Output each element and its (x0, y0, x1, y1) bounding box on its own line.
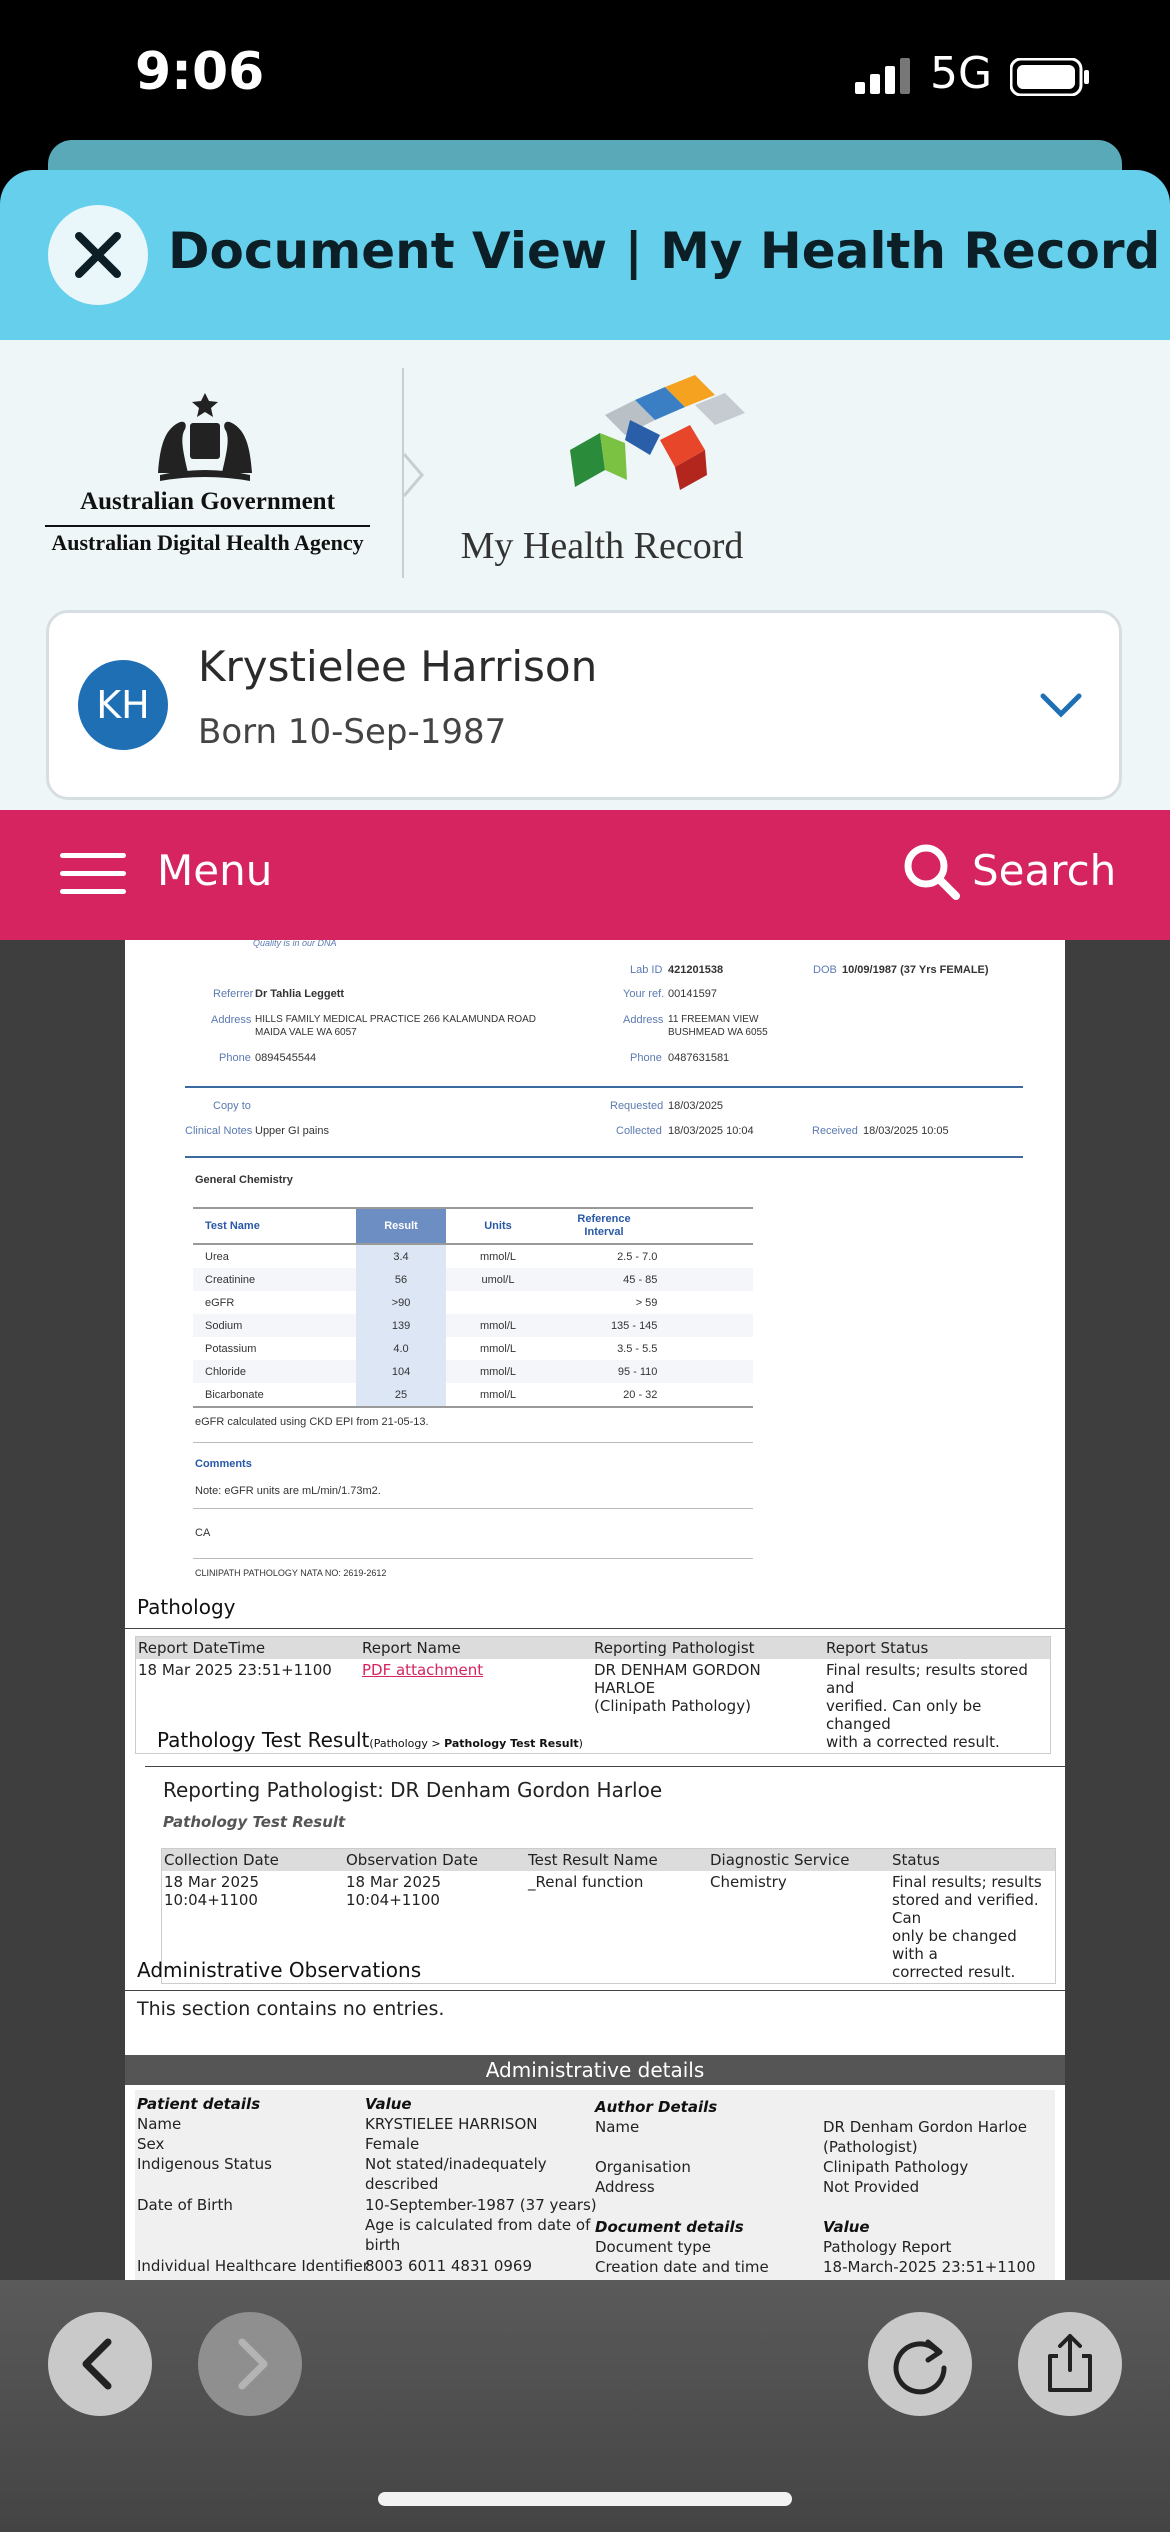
pathologist-line1: DR DENHAM GORDON HARLOE (594, 1661, 761, 1697)
test-name-cell: Potassium (205, 1342, 257, 1355)
patient-full-name: KRYSTIELEE HARRISON (365, 2115, 538, 2133)
test-result-name: _Renal function (528, 1873, 644, 1891)
result-cell: 104 (356, 1360, 447, 1383)
reference-cell: 20 - 32 (623, 1388, 658, 1401)
menu-icon[interactable] (60, 851, 128, 897)
pathology-heading: Pathology (137, 1595, 236, 1619)
results-table (193, 1207, 753, 1408)
section-title: General Chemistry (195, 1174, 293, 1186)
col-report-status: Report Status (824, 1637, 1051, 1660)
observation-date: 18 Mar 2025 10:04+1100 (346, 1873, 442, 1909)
patient-phone-label: Phone (630, 1052, 662, 1064)
age-note-line1: Age is calculated from date of (365, 2216, 591, 2234)
divider (193, 1558, 753, 1559)
reporting-pathologist-line: Reporting Pathologist: DR Denham Gordon Harloe (163, 1778, 663, 1802)
col-test: Test Name (205, 1220, 260, 1232)
result-cell: 4.0 (356, 1337, 447, 1360)
divider (125, 1628, 1065, 1629)
document-value-label: Value (823, 2218, 870, 2236)
sex-value: Female (365, 2135, 420, 2153)
diagnostic-service: Chemistry (710, 1873, 787, 1891)
col-result: Result (356, 1208, 447, 1244)
address-value: Not Provided (823, 2178, 920, 2196)
home-indicator[interactable] (378, 2492, 792, 2506)
units-cell: mmol/L (479, 1388, 517, 1401)
battery-icon (1010, 58, 1090, 96)
signal-icon (855, 58, 915, 94)
col-observation-date: Observation Date (344, 1849, 526, 1872)
reload-button[interactable] (868, 2312, 972, 2416)
nata-text: CLINIPATH PATHOLOGY NATA NO: 2619-2612 (195, 1568, 387, 1578)
spacer-cell (658, 1337, 753, 1360)
my-health-record-logo (565, 375, 780, 515)
document-type-value: Pathology Report (823, 2238, 952, 2256)
referrer-address-label: Address (211, 1014, 252, 1026)
spacer-cell (658, 1314, 753, 1337)
indigenous-label: Indigenous Status (137, 2155, 272, 2173)
test-name-cell: Urea (205, 1250, 229, 1263)
forward-button[interactable] (198, 2312, 302, 2416)
back-button[interactable] (48, 2312, 152, 2416)
referrer-value: Dr Tahlia Leggett (255, 988, 345, 1000)
patient-phone: 0487631581 (668, 1052, 730, 1064)
coat-of-arms-logo (140, 385, 270, 485)
table-row (193, 1314, 753, 1337)
test-name-cell: Chloride (205, 1365, 246, 1378)
share-button[interactable] (1018, 2312, 1122, 2416)
ihi-label: Individual Healthcare Identifier (137, 2257, 369, 2275)
result-cell: 56 (356, 1268, 447, 1291)
divider (193, 1442, 753, 1443)
avatar: KH (78, 660, 168, 750)
lab-tagline: Quality is in our DNA (253, 940, 337, 948)
value-label: Value (365, 2095, 412, 2113)
table-row (193, 1337, 753, 1360)
spacer-cell (658, 1360, 753, 1383)
search-icon[interactable] (902, 842, 962, 902)
patient-name: Krystielee Harrison (198, 642, 598, 691)
units-cell: mmol/L (479, 1319, 517, 1332)
admin-observations-text: This section contains no entries. (137, 1998, 445, 2020)
close-button[interactable] (48, 205, 148, 305)
test-result-breadcrumb (369, 1737, 583, 1750)
reference-cell: 45 - 85 (623, 1273, 658, 1286)
referrer-address-line1: HILLS FAMILY MEDICAL PRACTICE 266 KALAMUNDA ROAD (255, 1014, 537, 1025)
author-name-line2: (Pathologist) (823, 2138, 918, 2156)
patient-address-label: Address (623, 1014, 664, 1026)
result-cell: 25 (356, 1383, 447, 1407)
patient-details-label: Patient details (137, 2095, 261, 2113)
test-result-heading (157, 1728, 583, 1752)
requested-value: 18/03/2025 (668, 1100, 724, 1112)
lab-id: 421201538 (668, 964, 724, 976)
divider (45, 525, 370, 527)
reference-cell: 2.5 - 7.0 (617, 1250, 658, 1263)
pdf-attachment-link[interactable]: PDF attachment (362, 1661, 484, 1679)
test-name-cell: Sodium (205, 1319, 243, 1332)
referrer-label: Referrer (213, 988, 254, 1000)
reference-cell: > 59 (635, 1296, 658, 1309)
document-type-label: Document type (595, 2238, 711, 2256)
referrer-phone: 0894545544 (255, 1052, 317, 1064)
col-status: Status (890, 1849, 1056, 1872)
menu-button[interactable]: Menu (157, 846, 273, 895)
indigenous-line2: described (365, 2175, 439, 2193)
author-name-line1: DR Denham Gordon Harloe (823, 2118, 1027, 2136)
status-line1: Final results; results stored and (826, 1661, 1028, 1697)
pathologist-line2: (Clinipath Pathology) (594, 1697, 751, 1715)
table-row (193, 1291, 753, 1314)
comments-text: Note: eGFR units are mL/min/1.73m2. (195, 1485, 381, 1497)
units-cell: mmol/L (479, 1342, 517, 1355)
reload-icon (868, 2312, 972, 2416)
result-cell: 139 (356, 1314, 447, 1337)
ca-text: CA (195, 1527, 211, 1539)
table-row (193, 1360, 753, 1383)
reference-cell: 3.5 - 5.5 (617, 1342, 658, 1355)
dob-value: 10-September-1987 (37 years) (365, 2196, 597, 2214)
col-reference-line1: Reference (577, 1213, 631, 1225)
product-name: My Health Record (460, 525, 744, 567)
referrer-phone-label: Phone (219, 1052, 251, 1064)
created-label: Creation date and time (595, 2258, 769, 2276)
your-ref-value: 00141597 (668, 988, 717, 1000)
clinical-notes-value: Upper GI pains (255, 1125, 329, 1137)
reporting-pathologist (592, 1659, 824, 1754)
egfr-note: eGFR calculated using CKD EPI from 21-05-13. (195, 1416, 429, 1428)
table-row (193, 1244, 753, 1268)
created-value: 18-March-2025 23:51+1100 (823, 2258, 1036, 2276)
patient-selector[interactable] (46, 610, 1122, 800)
status-line4: corrected result. (892, 1963, 1016, 1981)
col-units: Units (484, 1220, 512, 1232)
copy-to-label: Copy to (213, 1100, 251, 1112)
author-name-label: Name (595, 2118, 640, 2136)
spacer-cell (658, 1244, 753, 1268)
forward-icon (198, 2312, 302, 2416)
test-name-cell: Creatinine (205, 1273, 256, 1286)
result-cell: 3.4 (356, 1244, 447, 1268)
requested-label: Requested (610, 1100, 664, 1112)
col-spacer (658, 1208, 753, 1244)
document-details-label: Document details (595, 2218, 744, 2236)
admin-observations-heading: Administrative Observations (137, 1958, 422, 1982)
reference-cell: 95 - 110 (617, 1365, 658, 1378)
report-datetime: 18 Mar 2025 23:51+1100 (138, 1661, 332, 1679)
col-test-result-name: Test Result Name (526, 1849, 708, 1872)
breadcrumb-part: ) (578, 1737, 583, 1750)
patient-address-line1: 11 FREEMAN VIEW (668, 1014, 759, 1025)
breadcrumb-part: (Pathology > (369, 1737, 445, 1750)
indigenous-line1: Not stated/inadequately (365, 2155, 547, 2173)
test-result-subheading: Pathology Test Result (163, 1813, 346, 1831)
patient-address-line2: BUSHMEAD WA 6055 (668, 1027, 768, 1038)
agency-name: Australian Digital Health Agency (51, 530, 364, 555)
organisation-label: Organisation (595, 2158, 691, 2176)
units-cell: mmol/L (479, 1250, 517, 1263)
government-name: Australian Government (80, 488, 335, 515)
received-value: 18/03/2025 10:05 (863, 1125, 949, 1137)
document-page (125, 940, 1065, 2280)
search-button[interactable]: Search (972, 846, 1117, 895)
col-collection-date: Collection Date (162, 1849, 345, 1872)
share-icon (1018, 2312, 1122, 2416)
ihi-value: 8003 6011 4831 0969 (365, 2257, 532, 2275)
report-status (824, 1659, 1051, 1754)
col-reference (550, 1208, 659, 1244)
col-reporting-pathologist: Reporting Pathologist (592, 1637, 824, 1660)
chevron-right-icon (400, 450, 426, 500)
back-icon (48, 2312, 152, 2416)
col-reference-line2: Interval (584, 1226, 624, 1238)
patient-dob: Born 10-Sep-1987 (198, 712, 507, 752)
address-label: Address (595, 2178, 655, 2196)
result-status (890, 1871, 1056, 1984)
divider (193, 1508, 753, 1509)
breadcrumb-current: Pathology Test Result (444, 1737, 579, 1750)
col-report-name: Report Name (360, 1637, 592, 1660)
status-line3: only be changed with a (892, 1927, 1017, 1963)
author-details-label: Author Details (595, 2098, 718, 2116)
units-cell (446, 1291, 549, 1314)
divider (125, 1990, 1065, 1991)
received-label: Received (812, 1125, 858, 1137)
divider (145, 1766, 1065, 1767)
sex-label: Sex (137, 2135, 165, 2153)
reference-cell: 135 - 145 (610, 1319, 658, 1332)
spacer-cell (658, 1383, 753, 1407)
name-label: Name (137, 2115, 182, 2133)
dob-label: DOB (813, 964, 837, 976)
organisation-value: Clinipath Pathology (823, 2158, 969, 2176)
result-cell: >90 (356, 1291, 447, 1314)
table-row (193, 1383, 753, 1407)
spacer-cell (658, 1291, 753, 1314)
age-note-line2: birth (365, 2236, 401, 2254)
referrer-address-line2: MAIDA VALE WA 6057 (255, 1027, 357, 1038)
test-name-cell: Bicarbonate (205, 1388, 264, 1401)
status-line2: verified. Can only be changed (826, 1697, 982, 1733)
network-label: 5G (930, 48, 993, 99)
lab-id-label: Lab ID (630, 964, 663, 976)
collection-date: 18 Mar 2025 10:04+1100 (164, 1873, 260, 1909)
status-line1: Final results; results (892, 1873, 1042, 1891)
comments-label: Comments (195, 1458, 252, 1470)
spacer-cell (658, 1268, 753, 1291)
test-name-cell: eGFR (205, 1296, 235, 1309)
admin-details-heading: Administrative details (125, 2055, 1065, 2085)
divider (185, 1086, 1023, 1088)
status-line2: stored and verified. Can (892, 1891, 1039, 1927)
col-diagnostic-service: Diagnostic Service (708, 1849, 890, 1872)
test-result-title: Pathology Test Result (157, 1728, 370, 1752)
collected-value: 18/03/2025 10:04 (668, 1125, 754, 1137)
collected-label: Collected (616, 1125, 662, 1137)
divider (185, 1156, 1023, 1158)
dob-label: Date of Birth (137, 2196, 233, 2214)
status-time: 9:06 (135, 42, 265, 102)
col-report-datetime: Report DateTime (136, 1637, 361, 1660)
close-icon (73, 230, 123, 280)
status-line3: with a corrected result. (826, 1733, 1000, 1751)
chevron-down-icon[interactable] (1038, 690, 1084, 720)
table-row (193, 1268, 753, 1291)
clinical-notes-label: Clinical Notes (185, 1125, 253, 1137)
page-title: Document View | My Health Record (168, 222, 1161, 280)
dob-value: 10/09/1987 (37 Yrs FEMALE) (842, 964, 989, 976)
units-cell: mmol/L (479, 1365, 517, 1378)
your-ref-label: Your ref. (623, 988, 665, 1000)
units-cell: umol/L (481, 1273, 515, 1286)
